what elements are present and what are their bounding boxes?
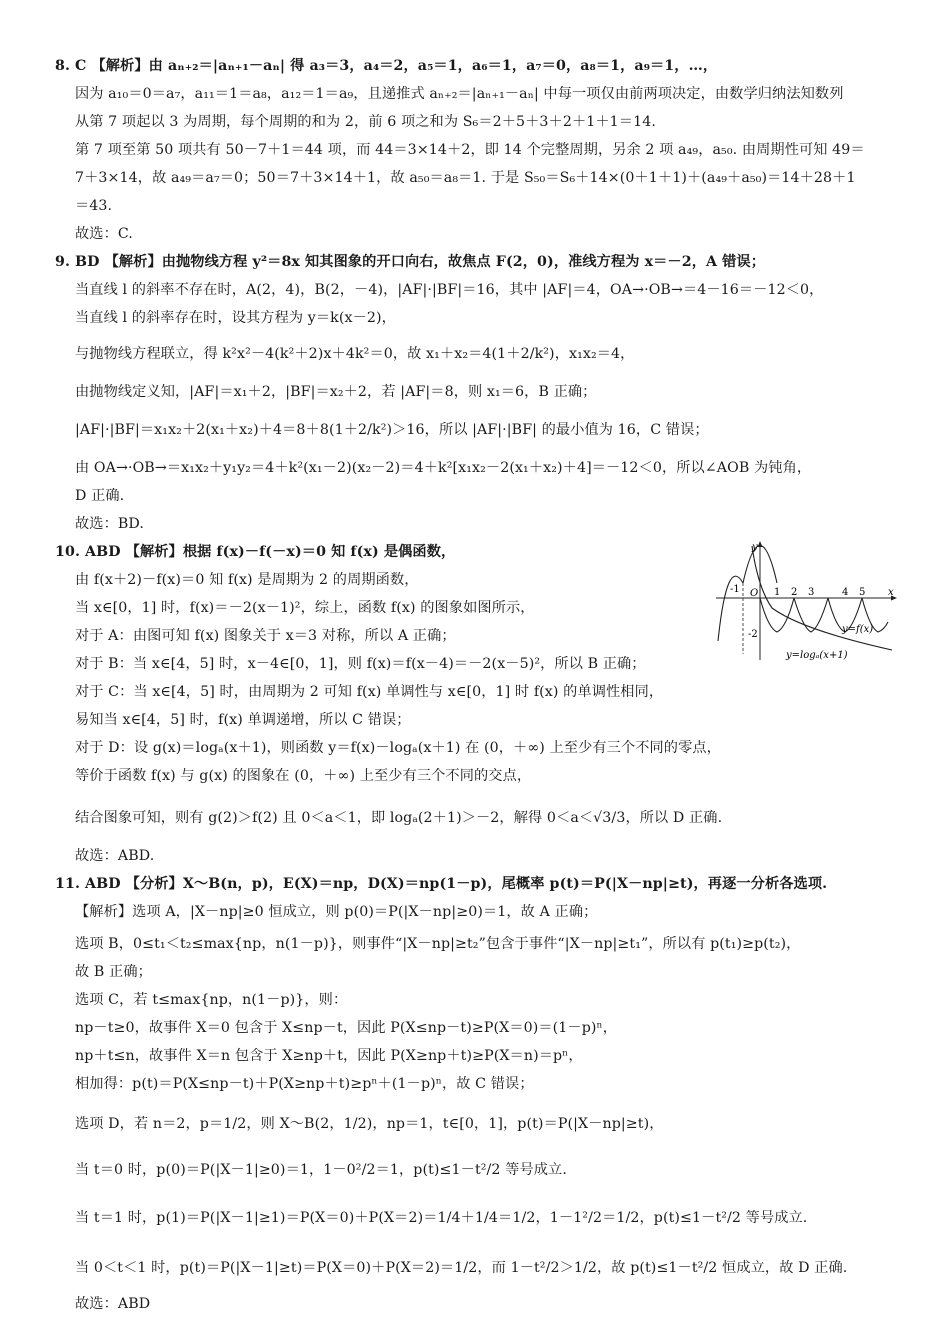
text-line: 由抛物线定义知，|AF|＝x₁＋2，|BF|＝x₂＋2，若 |AF|＝8，则 x₁＝6，B 正确； [75, 384, 597, 400]
page-bottom-edge [0, 1332, 950, 1344]
problem-11-heading: 11. ABD 【分析】X～B(n，p)，E(X)＝np，D(X)＝np(1－p)，尾概率 p(t)＝P(|X－np|≥t)，再逐一分析各选项. [55, 876, 828, 892]
text-line: 由 f(x＋2)－f(x)＝0 知 f(x) 是周期为 2 的周期函数， [75, 572, 419, 588]
answer-line: 故选：ABD. [75, 848, 155, 864]
text-line: 等价于函数 f(x) 与 g(x) 的图象在 (0，＋∞) 上至少有三个不同的交点， [75, 768, 532, 784]
text-line: 由 OA→·OB→＝x₁x₂＋y₁y₂＝4＋k²(x₁－2)(x₂－2)＝4＋k²[x₁x₂－2(x₁＋x₂)＋4]＝－12＜0，所以∠AOB 为钝角， [75, 460, 812, 476]
text-line: 第 7 项至第 50 项共有 50－7＋1＝44 项，而 44＝3×14＋2，即 14 个完整周期，另余 2 项 a₄₉，a₅₀. 由周期性可知 49＝ [75, 142, 865, 158]
text-line: 当直线 l 的斜率存在时，设其方程为 y＝k(x－2)， [75, 310, 396, 326]
tick-label-neg1: -1 [730, 584, 740, 595]
text-line: 对于 A：由图可知 f(x) 图象关于 x＝3 对称，所以 A 正确； [75, 628, 456, 644]
text-line: 选项 D，若 n＝2，p＝1/2，则 X～B(2，1/2)，np＝1，t∈[0，1]，p(t)＝P(|X－np|≥t)， [75, 1116, 664, 1132]
function-graph-figure [712, 538, 902, 666]
tick-label-4: 4 [842, 587, 849, 598]
problem-10-heading: 10. ABD 【解析】根据 f(x)－f(－x)＝0 知 f(x) 是偶函数， [55, 544, 456, 560]
text-line: ＝43. [75, 198, 113, 214]
f-curve [760, 598, 794, 632]
text-line: |AF|·|BF|＝x₁x₂＋2(x₁＋x₂)＋4＝8＋8(1＋2/k²)＞16，所以 |AF|·|BF| 的最小值为 16，C 错误； [75, 422, 709, 438]
g-curve-label: y=logₐ(x+1) [786, 650, 848, 661]
text-line: np＋t≤n，故事件 X＝n 包含于 X≥np＋t，因此 P(X≥np＋t)≥P(X＝n)＝pⁿ， [75, 1048, 583, 1064]
text-line: 易知当 x∈[4，5] 时，f(x) 单调递增，所以 C 错误； [75, 712, 411, 728]
text-line: 从第 7 项起以 3 为周期，每个周期的和为 2，前 6 项之和为 S₆＝2＋5＋3＋2＋1＋1＝14. [75, 114, 656, 130]
text-line: 选项 C，若 t≤max{np，n(1－p)}，则： [75, 992, 348, 1008]
text-line: 当直线 l 的斜率不存在时，A(2，4)，B(2，－4)，|AF|·|BF|＝16，其中 |AF|＝4，OA→·OB→＝4－16＝－12＜0， [75, 282, 824, 298]
f-curve-label: y=f(x) [842, 624, 874, 635]
answer-line: 故选：ABD [75, 1296, 151, 1312]
tick-label-2: 2 [791, 587, 798, 598]
y-axis-label: y [752, 542, 758, 553]
text-line: 对于 C：当 x∈[4，5] 时，由周期为 2 可知 f(x) 单调性与 x∈[0，1] 时 f(x) 的单调性相同， [75, 684, 664, 700]
tick-label-neg2: -2 [748, 629, 758, 640]
text-line: 当 t＝1 时，p(1)＝P(|X－1|≥1)＝P(X＝0)＋P(X＝2)＝1/4＋1/4＝1/2，1－1²/2＝1/2，p(t)≤1－t²/2 等号成立. [75, 1210, 808, 1226]
text-line: 故 B 正确； [75, 964, 152, 980]
text-line: D 正确. [75, 488, 125, 504]
text-line: 当 t＝0 时，p(0)＝P(|X－1|≥0)＝1，1－0²/2＝1，p(t)≤1－t²/2 等号成立. [75, 1162, 567, 1178]
text-line: 对于 D：设 g(x)＝logₐ(x＋1)，则函数 y＝f(x)－logₐ(x＋1) 在 (0，＋∞) 上至少有三个不同的零点， [75, 740, 721, 756]
tick-label-5: 5 [859, 587, 866, 598]
x-axis-label: x [888, 587, 894, 598]
text-line: 当 x∈[0，1] 时，f(x)＝－2(x－1)²，综上，函数 f(x) 的图象如图所示， [75, 600, 535, 616]
problem-8-heading: 8. C 【解析】由 aₙ₊₂＝|aₙ₊₁－aₙ| 得 a₃＝3，a₄＝2，a₅＝1，a₆＝1，a₇＝0，a₈＝1，a₉＝1，…， [55, 58, 718, 74]
text-line: 与抛物线方程联立，得 k²x²－4(k²＋2)x＋4k²＝0，故 x₁＋x₂＝4(1＋2/k²)，x₁x₂＝4， [75, 346, 635, 362]
problem-9-heading: 9. BD 【解析】由抛物线方程 y²＝8x 知其图象的开口向右，故焦点 F(2，0)，准线方程为 x＝－2，A 错误； [55, 254, 765, 270]
text-line: 选项 B，0≤t₁＜t₂≤max{np，n(1－p)}，则事件“|X－np|≥t₂”包含于事件“|X－np|≥t₁”，所以有 p(t₁)≥p(t₂)， [75, 936, 801, 952]
text-line: 对于 B：当 x∈[4，5] 时，x－4∈[0，1]，则 f(x)＝f(x－4)＝－2(x－5)²，所以 B 正确； [75, 656, 646, 672]
text-line: 当 0＜t＜1 时，p(t)＝P(|X－1|≥t)＝P(X＝0)＋P(X＝2)＝1/2，而 1－t²/2＞1/2，故 p(t)≤1－t²/2 恒成立，故 D 正确. [75, 1260, 848, 1276]
answer-line: 故选：BD. [75, 516, 144, 532]
text-line: 7＋3×14，故 a₄₉＝a₇＝0；50＝7＋3×14＋1，故 a₅₀＝a₈＝1. 于是 S₅₀＝S₆＋14×(0＋1＋1)＋(a₄₉＋a₅₀)＝14＋28＋1 [75, 170, 856, 186]
text-line: 相加得：p(t)＝P(X≤np－t)＋P(X≥np＋t)≥pⁿ＋(1－p)ⁿ，故 C 错误； [75, 1076, 534, 1092]
origin-label: O [750, 588, 759, 599]
answer-line: 故选：C. [75, 226, 133, 242]
tick-label-3: 3 [808, 587, 815, 598]
tick-label-1: 1 [774, 587, 781, 598]
text-line: 因为 a₁₀＝0＝a₇，a₁₁＝1＝a₈，a₁₂＝1＝a₉，且递推式 aₙ₊₂＝|aₙ₊₁－aₙ| 中每一项仅由前两项决定，由数学归纳法知数列 [75, 86, 844, 102]
text-line: np－t≥0，故事件 X＝0 包含于 X≤np－t，因此 P(X≤np－t)≥P(X＝0)＝(1－p)ⁿ， [75, 1020, 618, 1036]
text-line: 结合图象可知，则有 g(2)＞f(2) 且 0＜a＜1，即 logₐ(2＋1)＞－2，解得 0＜a＜√3/3，所以 D 正确. [75, 810, 723, 826]
text-line: 【解析】选项 A，|X－np|≥0 恒成立，则 p(0)＝P(|X－np|≥0)＝1，故 A 正确； [75, 904, 598, 920]
